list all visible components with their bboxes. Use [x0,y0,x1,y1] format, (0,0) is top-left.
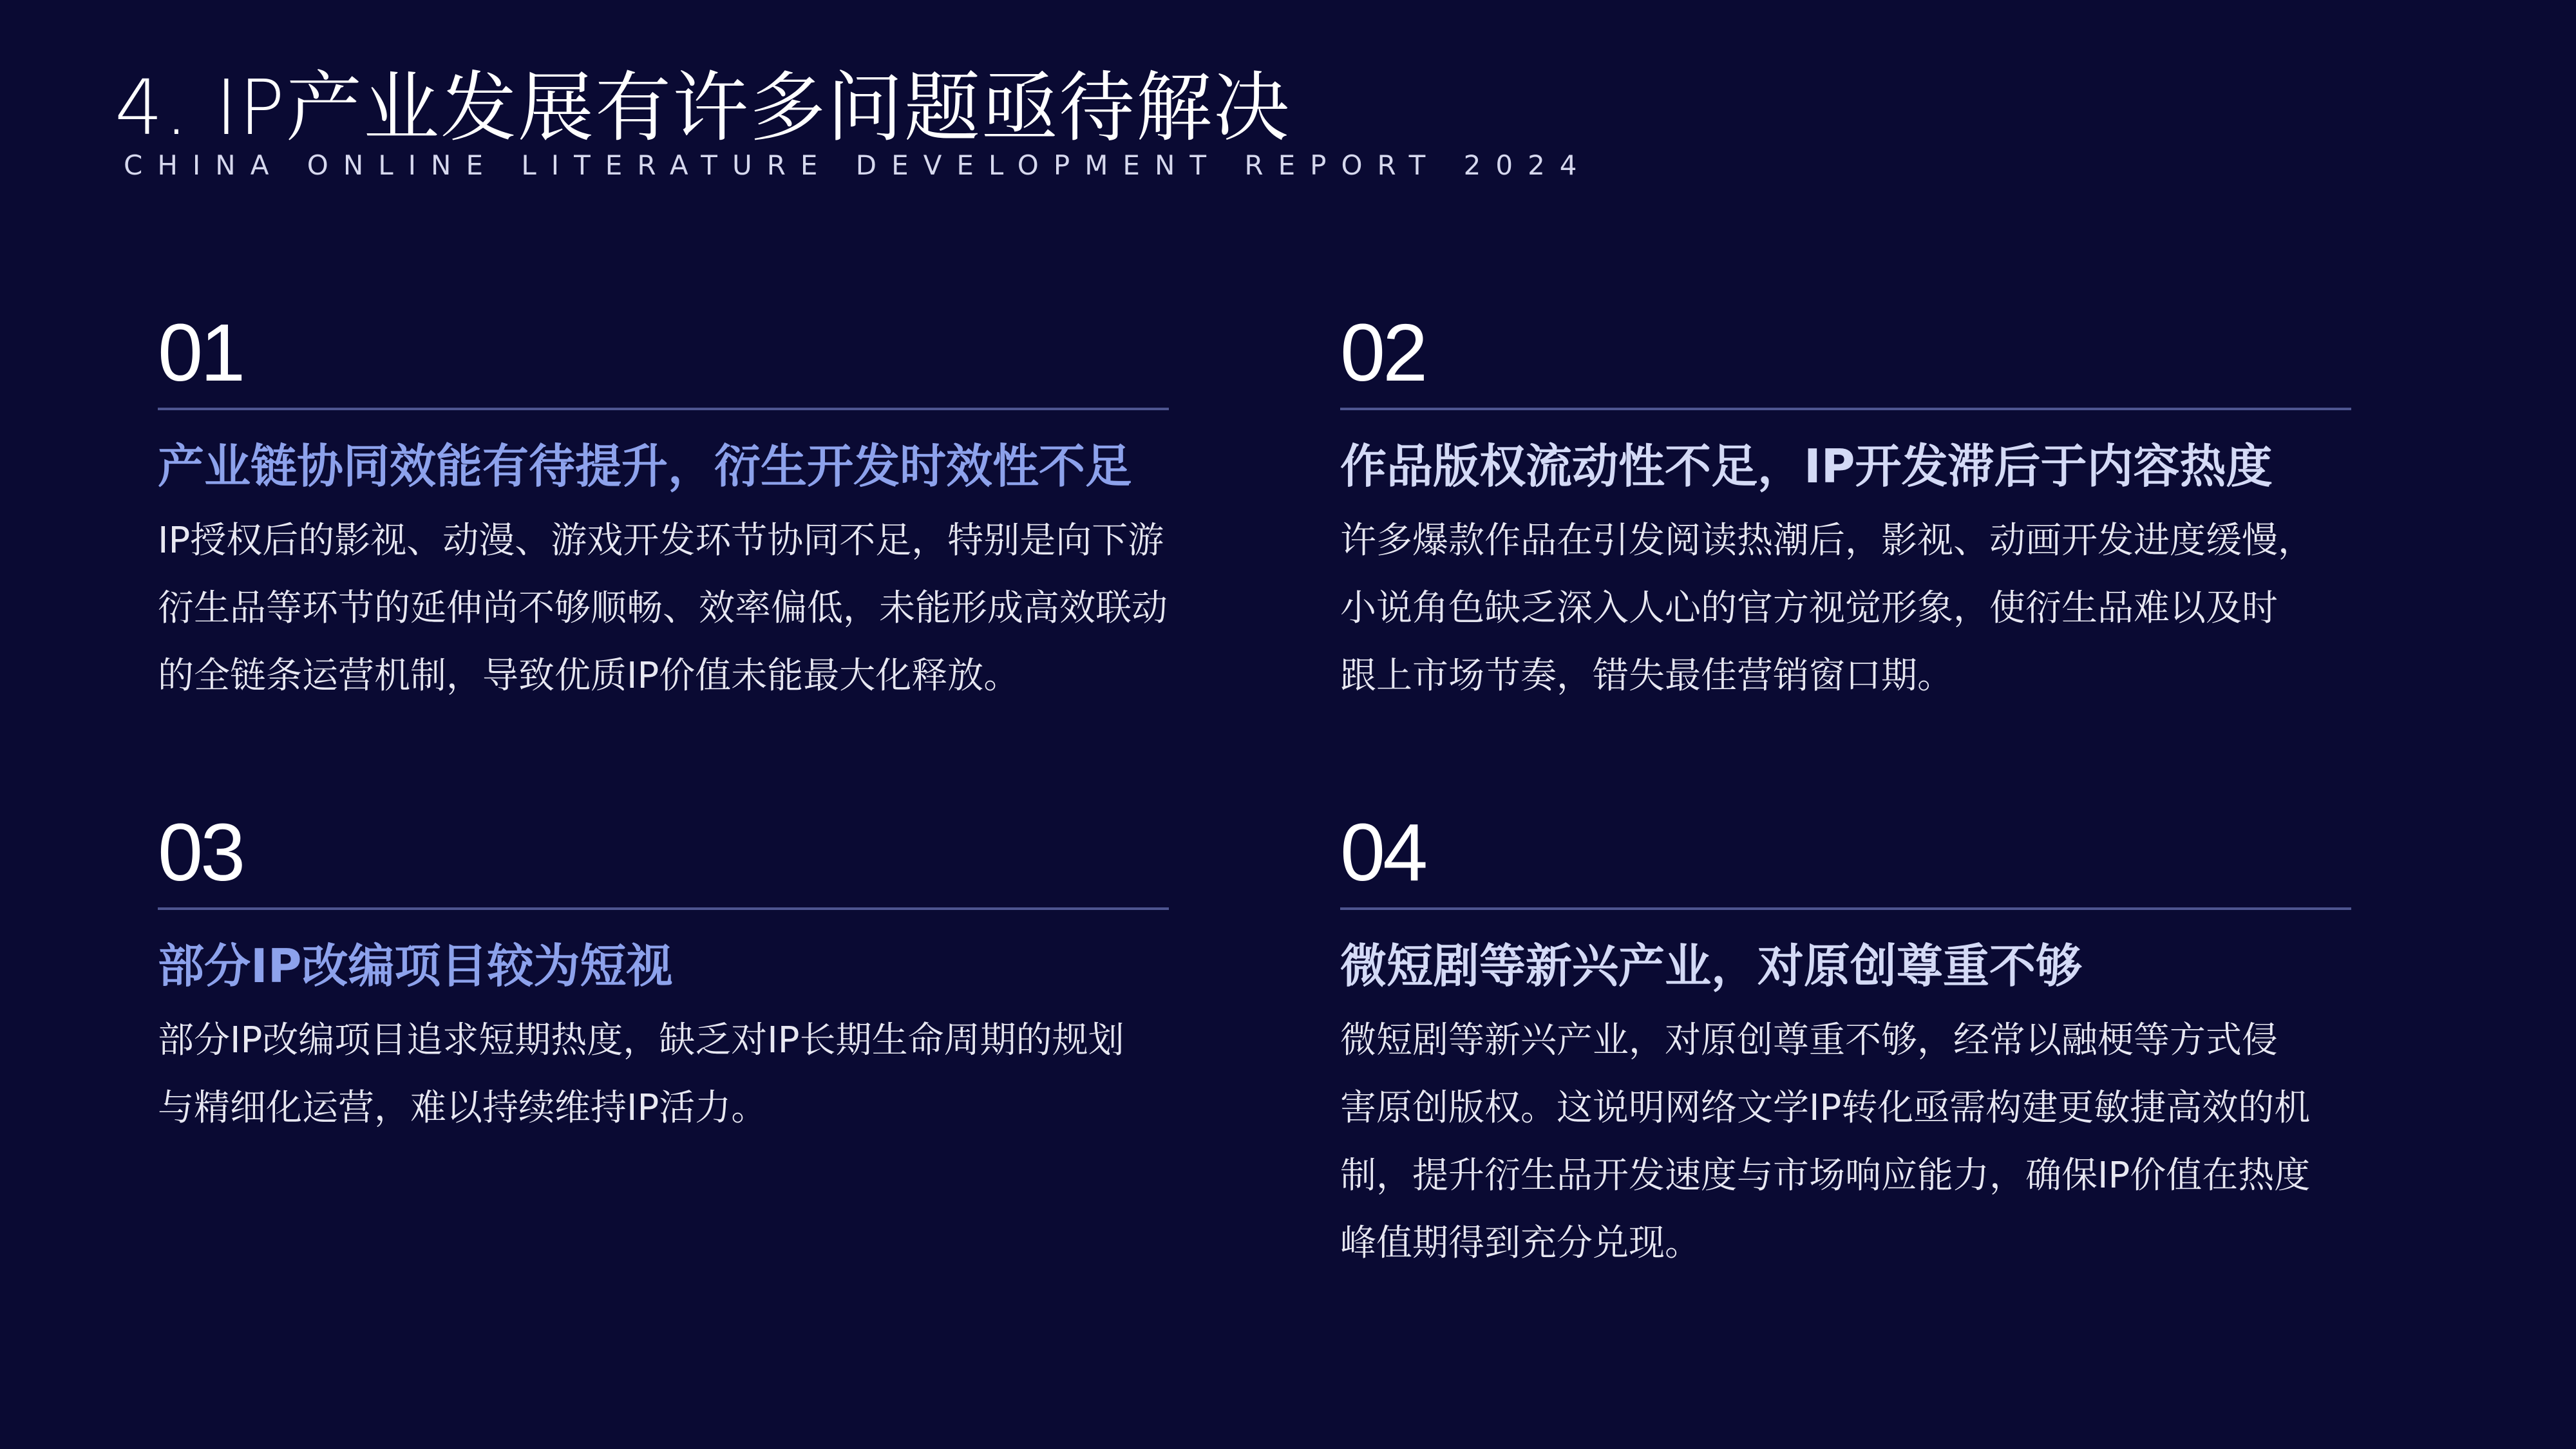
body-line: 跟上市场节奏，错失最佳营销窗口期。 [1340,655,1953,697]
body-line: 的全链条运营机制，导致优质IP价值未能最大化释放。 [158,655,1020,697]
issue-number: 02 [1340,307,1426,398]
body-line: 小说角色缺乏深入人心的官方视觉形象，使衍生品难以及时 [1340,587,2278,629]
issue-card-02 [1340,308,2396,710]
divider [158,907,1169,910]
divider [1340,907,2351,910]
body-line: 害原创版权。这说明网络文学IP转化亟需构建更敏捷高效的机 [1340,1087,2311,1129]
divider [158,408,1169,410]
issue-card-01 [158,308,1214,710]
issue-card-04 [1340,808,2396,1277]
issue-heading: 产业链协同效能有待提升，衍生开发时效性不足 [158,439,1132,493]
issue-heading: 部分IP改编项目较为短视 [158,939,673,993]
issue-body [158,507,1214,710]
issue-number: 04 [1340,807,1426,898]
body-line: IP授权后的影视、动漫、游戏开发环节协同不足，特别是向下游 [158,520,1164,562]
page-title: 4. IP产业发展有许多问题亟待解决 [115,63,1291,152]
body-line: 许多爆款作品在引发阅读热潮后，影视、动画开发进度缓慢， [1340,520,2314,562]
issue-body [1340,507,2396,710]
issue-number: 01 [158,307,243,398]
issue-heading: 作品版权流动性不足，IP开发滞后于内容热度 [1340,439,2273,493]
issue-body [1340,1007,2396,1277]
body-line: 部分IP改编项目追求短期热度，缺乏对IP长期生命周期的规划 [158,1019,1124,1061]
issue-number: 03 [158,807,243,898]
body-line: 微短剧等新兴产业，对原创尊重不够，经常以融梗等方式侵 [1340,1019,2278,1061]
divider [1340,408,2351,410]
body-line: 制，提升衍生品开发速度与市场响应能力，确保IP价值在热度 [1340,1155,2311,1197]
page-subtitle: CHINA ONLINE LITERATURE DEVELOPMENT REPORT 2024 [124,149,1592,181]
body-line: 与精细化运营，难以持续维持IP活力。 [158,1087,768,1129]
body-line: 峰值期得到充分兑现。 [1340,1222,1701,1264]
body-line: 衍生品等环节的延伸尚不够顺畅、效率偏低，未能形成高效联动 [158,587,1168,629]
issue-card-03 [158,808,1214,1142]
issue-heading: 微短剧等新兴产业，对原创尊重不够 [1340,939,2083,993]
issue-body [158,1007,1214,1142]
